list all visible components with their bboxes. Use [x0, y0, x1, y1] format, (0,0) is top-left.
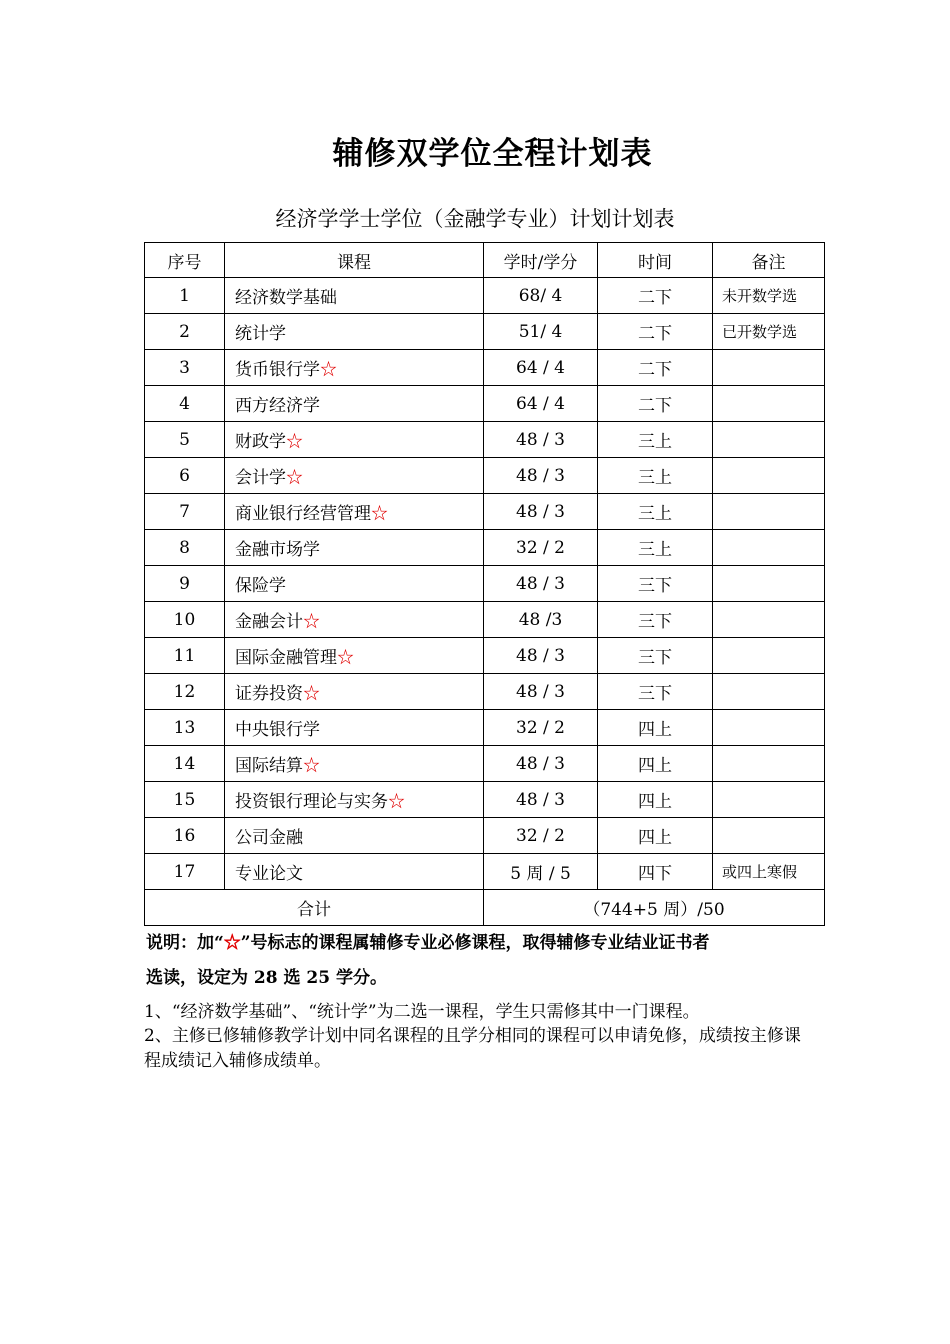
course-name: 投资银行理论与实务 — [235, 792, 388, 812]
table-row — [145, 674, 825, 710]
hours-credits: 48 / 3 — [484, 782, 598, 818]
table-row — [145, 314, 825, 350]
required-star-icon: ☆ — [371, 504, 388, 524]
table-row — [145, 746, 825, 782]
note — [713, 638, 825, 674]
semester: 二下 — [598, 278, 713, 314]
explanation-suffix: ”号标志的课程属辅修专业必修课程，取得辅修专业结业证书者 — [240, 933, 710, 953]
note — [713, 710, 825, 746]
note — [713, 422, 825, 458]
semester: 三上 — [598, 422, 713, 458]
course-cell — [225, 602, 484, 638]
star-icon: ☆ — [223, 933, 241, 953]
row-number: 13 — [145, 710, 225, 746]
semester: 四上 — [598, 746, 713, 782]
row-number: 16 — [145, 818, 225, 854]
course-name: 公司金融 — [235, 828, 303, 848]
course-name: 西方经济学 — [235, 396, 320, 416]
note — [713, 458, 825, 494]
table-row — [145, 782, 825, 818]
course-name: 会计学 — [235, 468, 286, 488]
semester: 三下 — [598, 638, 713, 674]
hours-credits: 32 / 2 — [484, 818, 598, 854]
required-star-icon: ☆ — [320, 360, 337, 380]
table-row — [145, 278, 825, 314]
course-name: 财政学 — [235, 432, 286, 452]
required-star-icon: ☆ — [286, 468, 303, 488]
table-row — [145, 854, 825, 890]
table-row — [145, 602, 825, 638]
table-row — [145, 350, 825, 386]
row-number: 10 — [145, 602, 225, 638]
note — [713, 350, 825, 386]
course-cell — [225, 386, 484, 422]
course-name: 经济数学基础 — [235, 288, 337, 308]
course-name: 商业银行经营管理 — [235, 504, 371, 524]
explanation-prefix: 说明：加“ — [146, 933, 224, 953]
hours-credits: 48 / 3 — [484, 746, 598, 782]
course-plan-table — [144, 242, 825, 926]
semester: 三上 — [598, 530, 713, 566]
course-cell — [225, 674, 484, 710]
note — [713, 494, 825, 530]
row-number: 14 — [145, 746, 225, 782]
table-body — [145, 278, 825, 890]
course-cell — [225, 314, 484, 350]
header-no: 序号 — [145, 243, 225, 278]
table-row — [145, 566, 825, 602]
document-title: 辅修双学位全程计划表 — [332, 136, 653, 172]
hours-credits: 48 / 3 — [484, 674, 598, 710]
note — [713, 746, 825, 782]
row-number: 1 — [145, 278, 225, 314]
header-hours-credits: 学时/学分 — [484, 243, 598, 278]
semester: 二下 — [598, 350, 713, 386]
note — [713, 530, 825, 566]
course-cell — [225, 710, 484, 746]
note: 已开数学选 — [713, 314, 825, 350]
hours-credits: 64 / 4 — [484, 350, 598, 386]
course-name: 货币银行学 — [235, 360, 320, 380]
row-number: 2 — [145, 314, 225, 350]
row-number: 17 — [145, 854, 225, 890]
required-star-icon: ☆ — [303, 756, 320, 776]
note — [713, 674, 825, 710]
course-name: 国际金融管理 — [235, 648, 337, 668]
semester: 二下 — [598, 314, 713, 350]
note-item-1: 1、“经济数学基础”、“统计学”为二选一课程，学生只需修其中一门课程。 — [144, 1002, 700, 1022]
row-number: 12 — [145, 674, 225, 710]
note: 或四上寒假 — [713, 854, 825, 890]
note — [713, 782, 825, 818]
course-name: 中央银行学 — [235, 720, 320, 740]
hours-credits: 48 / 3 — [484, 638, 598, 674]
hours-credits: 64 / 4 — [484, 386, 598, 422]
table-row — [145, 422, 825, 458]
header-note: 备注 — [713, 243, 825, 278]
total-label: 合计 — [145, 890, 484, 926]
table-row — [145, 458, 825, 494]
row-number: 7 — [145, 494, 225, 530]
hours-credits: 5 周 / 5 — [484, 854, 598, 890]
hours-credits: 32 / 2 — [484, 710, 598, 746]
course-cell — [225, 854, 484, 890]
course-cell — [225, 350, 484, 386]
semester: 四上 — [598, 818, 713, 854]
semester: 三下 — [598, 602, 713, 638]
document-subtitle: 经济学学士学位（金融学专业）计划计划表 — [275, 207, 675, 231]
course-cell — [225, 494, 484, 530]
course-name: 国际结算 — [235, 756, 303, 776]
table-row — [145, 818, 825, 854]
row-number: 8 — [145, 530, 225, 566]
note: 未开数学选 — [713, 278, 825, 314]
course-cell — [225, 422, 484, 458]
total-row — [145, 890, 825, 926]
course-cell — [225, 638, 484, 674]
semester: 三下 — [598, 674, 713, 710]
course-name: 统计学 — [235, 324, 286, 344]
course-cell — [225, 530, 484, 566]
course-name: 保险学 — [235, 576, 286, 596]
course-cell — [225, 458, 484, 494]
course-cell — [225, 782, 484, 818]
required-star-icon: ☆ — [303, 684, 320, 704]
explanation-line-1 — [146, 928, 826, 953]
required-star-icon: ☆ — [337, 648, 354, 668]
course-name: 专业论文 — [235, 864, 303, 884]
hours-credits: 48 /3 — [484, 602, 598, 638]
row-number: 11 — [145, 638, 225, 674]
course-name: 金融会计 — [235, 612, 303, 632]
semester: 四上 — [598, 782, 713, 818]
note — [713, 386, 825, 422]
header-time: 时间 — [598, 243, 713, 278]
row-number: 15 — [145, 782, 225, 818]
hours-credits: 32 / 2 — [484, 530, 598, 566]
note — [713, 602, 825, 638]
hours-credits: 48 / 3 — [484, 566, 598, 602]
semester: 三上 — [598, 494, 713, 530]
table-row — [145, 494, 825, 530]
note — [713, 566, 825, 602]
row-number: 5 — [145, 422, 225, 458]
table-row — [145, 386, 825, 422]
table-row — [145, 638, 825, 674]
course-cell — [225, 818, 484, 854]
semester: 四下 — [598, 854, 713, 890]
required-star-icon: ☆ — [286, 432, 303, 452]
required-star-icon: ☆ — [303, 612, 320, 632]
required-star-icon: ☆ — [388, 792, 405, 812]
table-row — [145, 530, 825, 566]
note — [713, 818, 825, 854]
table-header-row — [145, 243, 825, 278]
row-number: 6 — [145, 458, 225, 494]
table-row — [145, 710, 825, 746]
row-number: 4 — [145, 386, 225, 422]
semester: 三下 — [598, 566, 713, 602]
row-number: 9 — [145, 566, 225, 602]
course-cell — [225, 278, 484, 314]
hours-credits: 48 / 3 — [484, 494, 598, 530]
hours-credits: 48 / 3 — [484, 422, 598, 458]
note-item-2: 2、主修已修辅修教学计划中同名课程的且学分相同的课程可以申请免修，成绩按主修课程成绩记入辅修成绩单。 — [144, 1026, 801, 1071]
hours-credits: 68/ 4 — [484, 278, 598, 314]
course-cell — [225, 566, 484, 602]
explanation-line-2: 选读，设定为 28 选 25 学分。 — [146, 968, 387, 988]
semester: 三上 — [598, 458, 713, 494]
semester: 四上 — [598, 710, 713, 746]
total-value: （744+5 周）/50 — [484, 890, 825, 926]
course-cell — [225, 746, 484, 782]
semester: 二下 — [598, 386, 713, 422]
header-course: 课程 — [225, 243, 484, 278]
course-name: 金融市场学 — [235, 540, 320, 560]
hours-credits: 48 / 3 — [484, 458, 598, 494]
hours-credits: 51/ 4 — [484, 314, 598, 350]
row-number: 3 — [145, 350, 225, 386]
course-name: 证券投资 — [235, 684, 303, 704]
